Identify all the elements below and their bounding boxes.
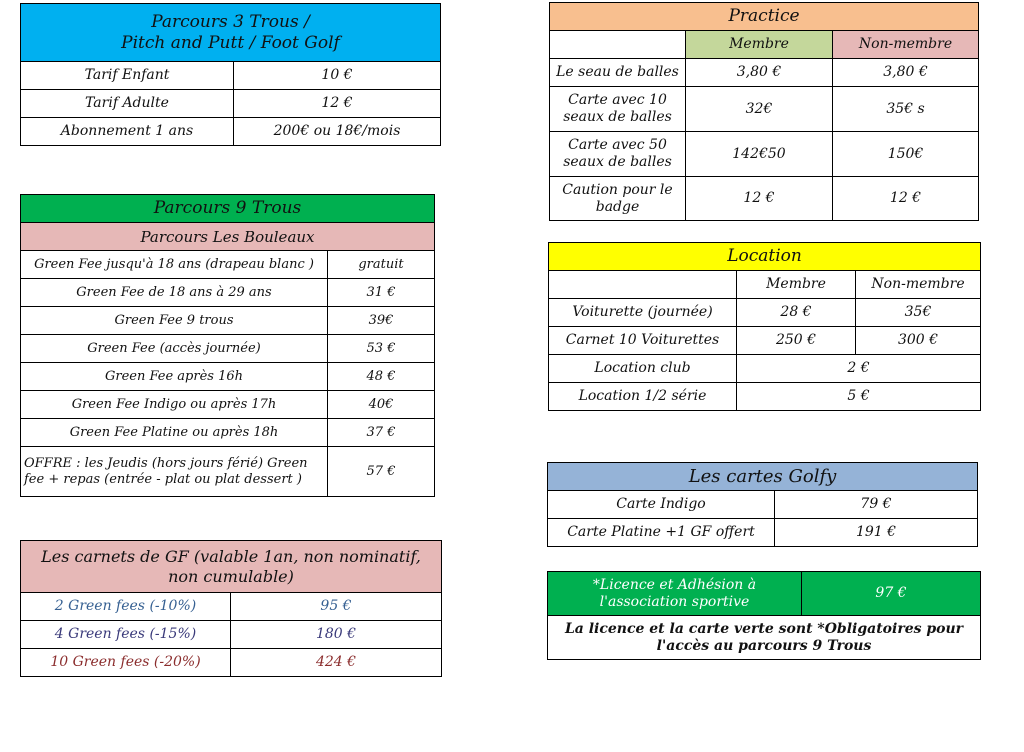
location-corner (549, 271, 737, 299)
row-membre: 3,80 € (686, 59, 833, 87)
row-value: 39€ (328, 307, 435, 335)
row-label: Tarif Enfant (21, 62, 234, 90)
row-value: 53 € (328, 335, 435, 363)
row-label: Green Fee Indigo ou après 17h (21, 391, 328, 419)
row-non-membre: 3,80 € (833, 59, 979, 87)
row-value: 10 € (234, 62, 441, 90)
row-value: 12 € (234, 90, 441, 118)
row-membre: 250 € (737, 327, 856, 355)
row-value: 95 € (231, 593, 442, 621)
row-membre: 32€ (686, 87, 833, 132)
table-row (21, 419, 435, 447)
row-non-membre: 12 € (833, 177, 979, 221)
table-row (21, 621, 442, 649)
table-row (21, 649, 442, 677)
row-label: Voiturette (journée) (549, 299, 737, 327)
row-membre: 142€50 (686, 132, 833, 177)
row-label: Location club (549, 355, 737, 383)
table-parcours-9-trous (20, 194, 435, 497)
practice-title: Practice (550, 3, 979, 31)
table-cartes-golfy (547, 462, 978, 547)
row-value: 424 € (231, 649, 442, 677)
row-non-membre: 150€ (833, 132, 979, 177)
table-row (21, 335, 435, 363)
parcours-bouleaux-subtitle: Parcours Les Bouleaux (21, 223, 435, 251)
licence-note: La licence et la carte verte sont *Obligatoires pour l'accès au parcours 9 Trous (548, 616, 981, 660)
row-value: 40€ (328, 391, 435, 419)
table-row (548, 491, 978, 519)
table-row (550, 87, 979, 132)
table-row (21, 90, 441, 118)
row-label: Carte Platine +1 GF offert (548, 519, 775, 547)
row-value: 79 € (775, 491, 978, 519)
col-non-membre: Non-membre (856, 271, 981, 299)
row-label: Abonnement 1 ans (21, 118, 234, 146)
row-value: gratuit (328, 251, 435, 279)
row-label: 10 Green fees (-20%) (21, 649, 231, 677)
row-non-membre: 35€ s (833, 87, 979, 132)
table-row (21, 62, 441, 90)
row-label: Caution pour le badge (550, 177, 686, 221)
row-label: Green Fee de 18 ans à 29 ans (21, 279, 328, 307)
row-value: 57 € (328, 447, 435, 497)
table-row (21, 251, 435, 279)
table-row (549, 327, 981, 355)
golfy-title: Les cartes Golfy (548, 463, 978, 491)
row-value: 48 € (328, 363, 435, 391)
licence-value: 97 € (802, 572, 981, 616)
row-label: Green Fee jusqu'à 18 ans (drapeau blanc ) (21, 251, 328, 279)
row-label: Green Fee (accès journée) (21, 335, 328, 363)
row-membre: 12 € (686, 177, 833, 221)
row-membre: 28 € (737, 299, 856, 327)
carnets-title: Les carnets de GF (valable 1an, non nominatif, non cumulable) (21, 541, 442, 593)
row-value: 5 € (737, 383, 981, 411)
parcours-3-trous-title: Parcours 3 Trous / Pitch and Putt / Foot Golf (21, 4, 441, 62)
table-row (21, 307, 435, 335)
row-value: 37 € (328, 419, 435, 447)
row-label: Carnet 10 Voiturettes (549, 327, 737, 355)
row-label: Carte Indigo (548, 491, 775, 519)
row-non-membre: 35€ (856, 299, 981, 327)
row-label: Carte avec 10 seaux de balles (550, 87, 686, 132)
table-row (21, 118, 441, 146)
row-label: Carte avec 50 seaux de balles (550, 132, 686, 177)
table-row (550, 132, 979, 177)
row-non-membre: 300 € (856, 327, 981, 355)
practice-corner (550, 31, 686, 59)
table-row (549, 299, 981, 327)
row-label: Tarif Adulte (21, 90, 234, 118)
row-value: 191 € (775, 519, 978, 547)
table-row (550, 59, 979, 87)
row-value: 200€ ou 18€/mois (234, 118, 441, 146)
table-row (550, 177, 979, 221)
table-row (21, 391, 435, 419)
table-carnets-gf (20, 540, 442, 677)
table-row (549, 383, 981, 411)
row-value: 31 € (328, 279, 435, 307)
table-row (21, 279, 435, 307)
table-row (21, 593, 442, 621)
row-value: 2 € (737, 355, 981, 383)
location-title: Location (549, 243, 981, 271)
table-location (548, 242, 981, 411)
col-membre: Membre (737, 271, 856, 299)
offre-label: OFFRE : les Jeudis (hors jours férié) Green fee + repas (entrée - plat ou plat dessert ) (21, 447, 328, 497)
row-label: Green Fee 9 trous (21, 307, 328, 335)
table-row (21, 447, 435, 497)
table-row (549, 355, 981, 383)
row-label: 4 Green fees (-15%) (21, 621, 231, 649)
col-non-membre: Non-membre (833, 31, 979, 59)
parcours-9-trous-title: Parcours 9 Trous (21, 195, 435, 223)
row-label: Green Fee Platine ou après 18h (21, 419, 328, 447)
table-row (21, 363, 435, 391)
table-licence (547, 571, 981, 660)
licence-label: *Licence et Adhésion à l'association sportive (548, 572, 802, 616)
row-label: 2 Green fees (-10%) (21, 593, 231, 621)
row-label: Le seau de balles (550, 59, 686, 87)
col-membre: Membre (686, 31, 833, 59)
table-practice (549, 2, 979, 221)
row-label: Location 1/2 série (549, 383, 737, 411)
table-parcours-3-trous (20, 3, 441, 146)
row-value: 180 € (231, 621, 442, 649)
table-row (548, 519, 978, 547)
row-label: Green Fee après 16h (21, 363, 328, 391)
